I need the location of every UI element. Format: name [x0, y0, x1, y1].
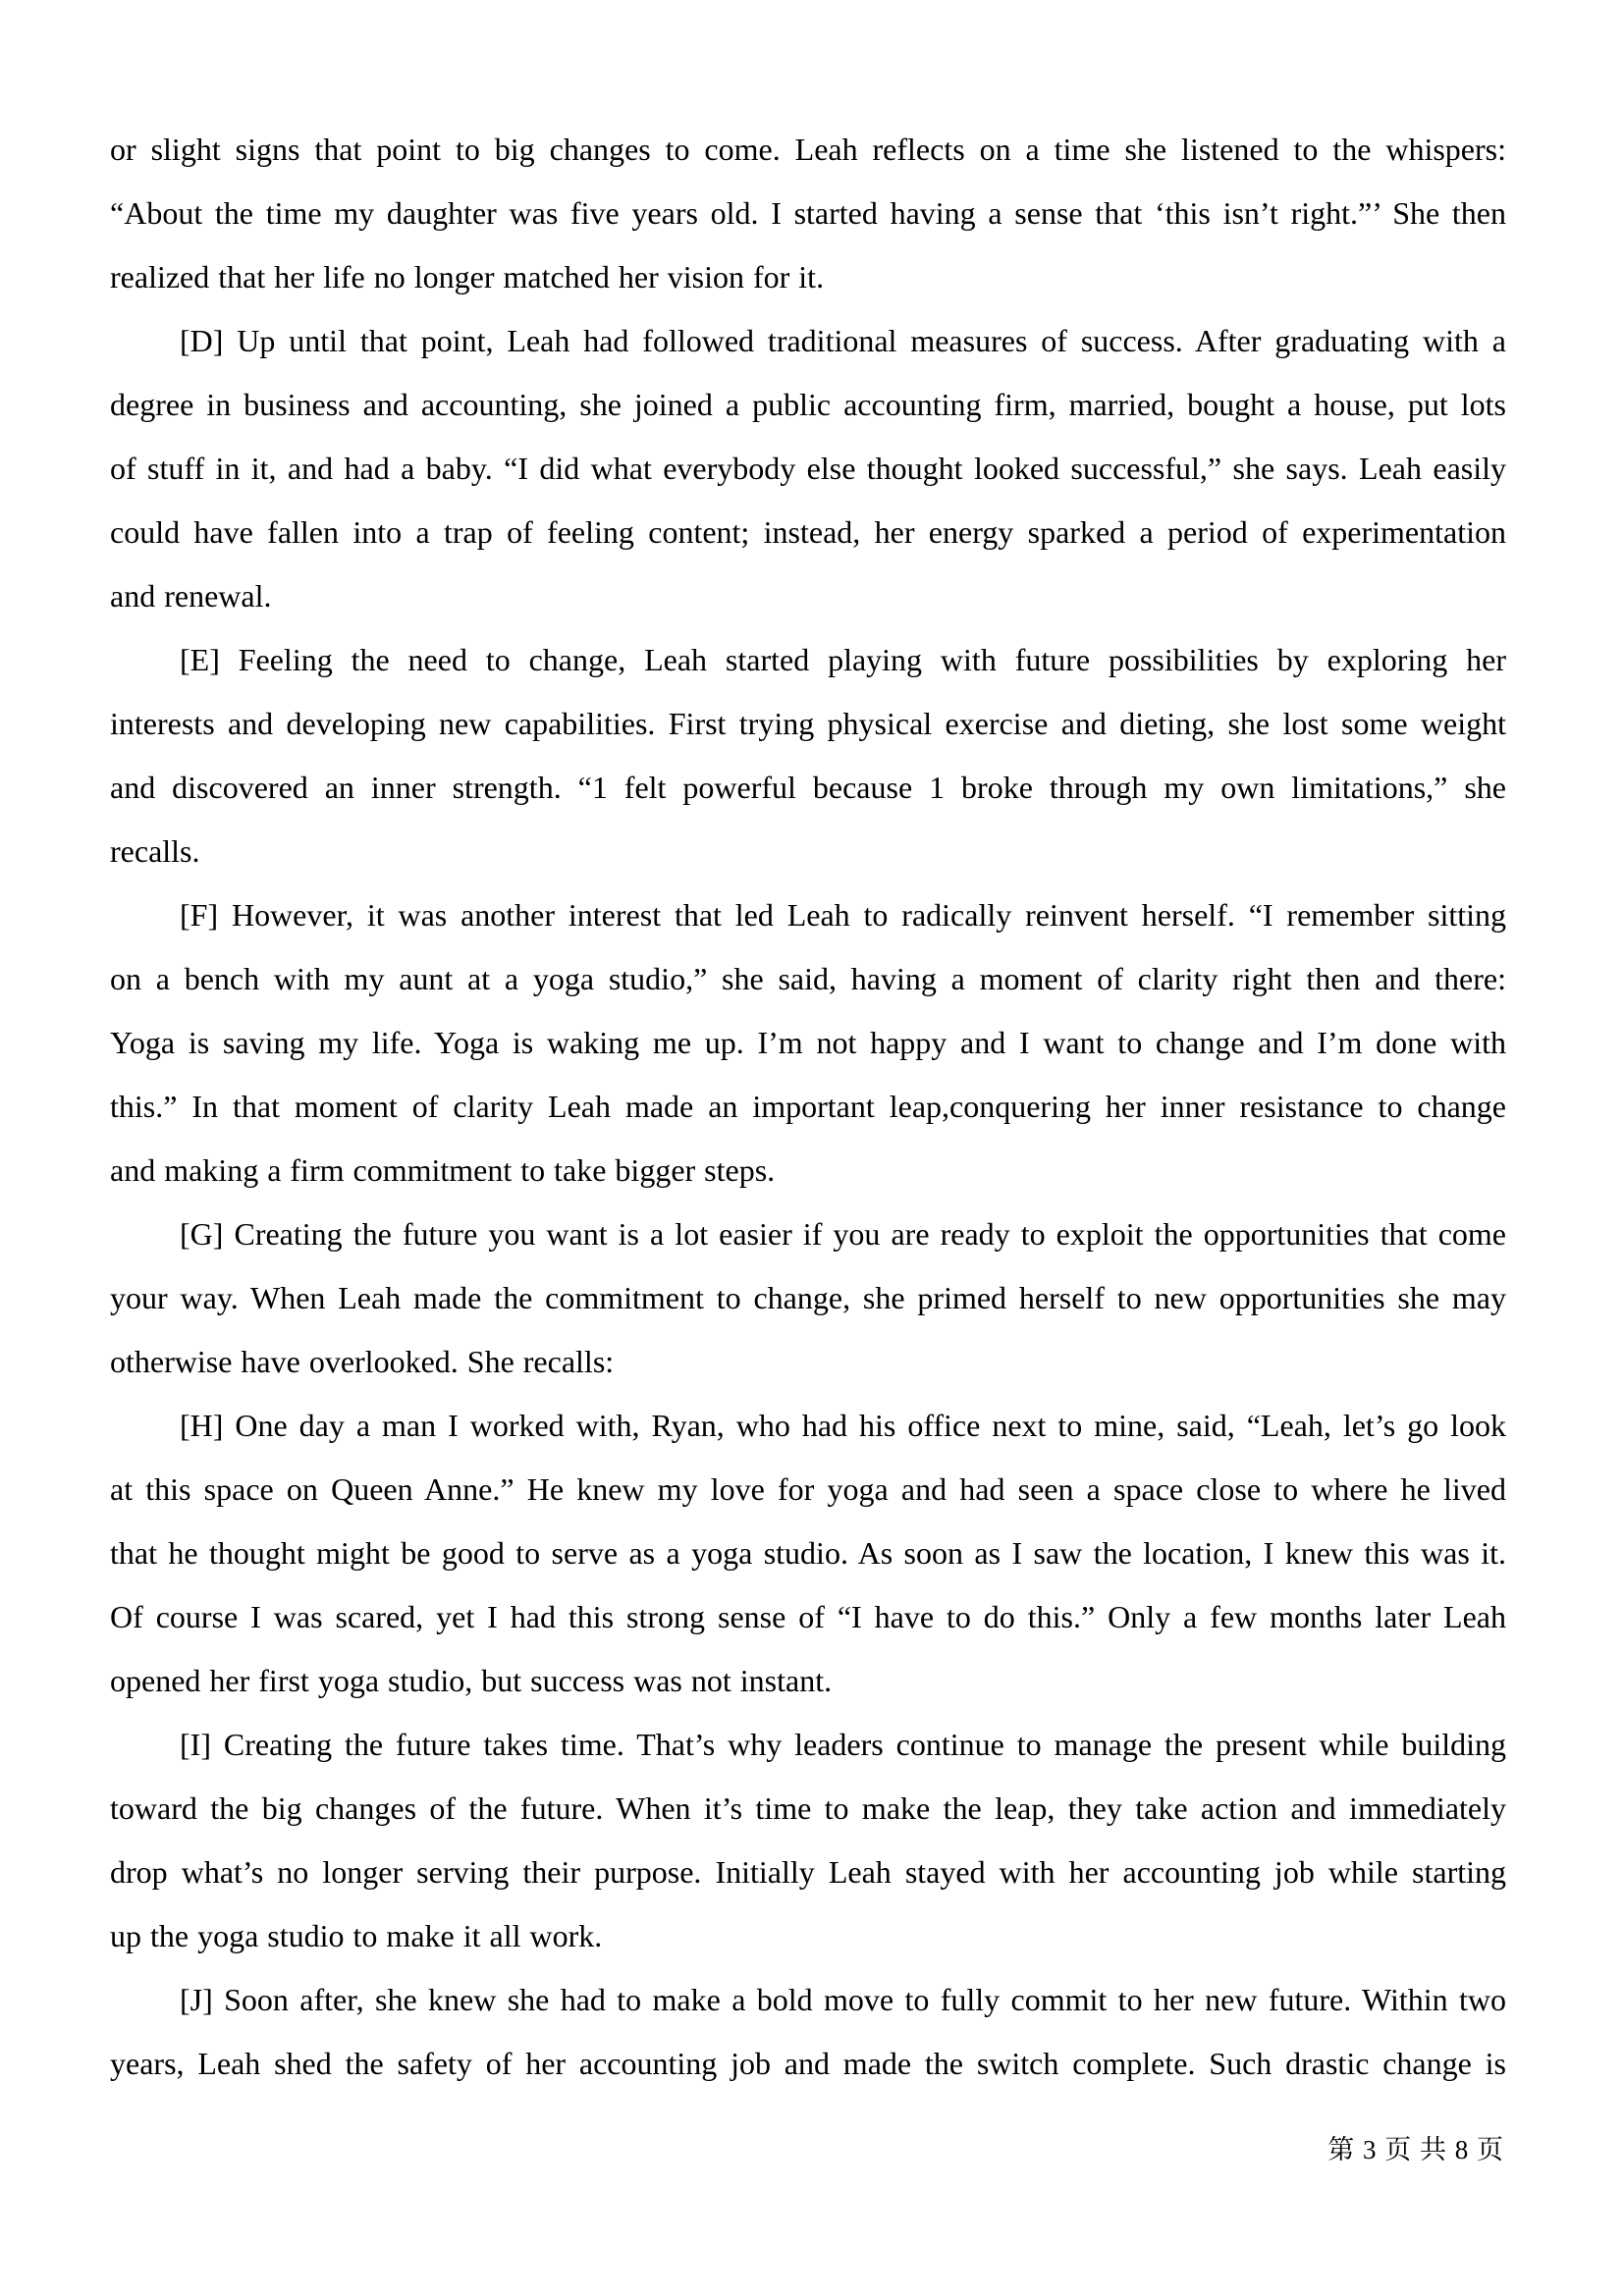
page-footer: 第 3 页 共 8 页: [1327, 2135, 1504, 2164]
text-line: [I] Creating the future takes time. That’s why leaders continue to manage the present while building: [180, 1727, 1506, 1762]
text-line: and discovered an inner strength. “1 felt powerful because 1 broke through my own limitations,” she: [110, 770, 1506, 805]
text-line: and making a firm commitment to take bigger steps.: [110, 1152, 776, 1188]
text-line: this.” In that moment of clarity Leah made an important leap,conquering her inner resistance to change: [110, 1089, 1506, 1124]
paragraph-i: [110, 1713, 1506, 1968]
text-line: of stuff in it, and had a baby. “I did what everybody else thought looked successful,” she says. Leah easily: [110, 451, 1506, 486]
text-line: at this space on Queen Anne.” He knew my love for yoga and had seen a space close to where he lived: [110, 1471, 1506, 1507]
text-line: drop what’s no longer serving their purpose. Initially Leah stayed with her accounting job while starting: [110, 1854, 1506, 1890]
paragraph-d: [110, 309, 1506, 628]
text-line: [G] Creating the future you want is a lot easier if you are ready to exploit the opportunities that come: [180, 1216, 1506, 1252]
text-line: toward the big changes of the future. When it’s time to make the leap, they take action and immediately: [110, 1790, 1506, 1826]
text-line: [D] Up until that point, Leah had followed traditional measures of success. After graduating with a: [180, 323, 1506, 358]
text-line: Of course I was scared, yet I had this strong sense of “I have to do this.” Only a few months later Leah: [110, 1599, 1506, 1634]
text-line: interests and developing new capabilities. First trying physical exercise and dieting, she lost some weight: [110, 706, 1506, 741]
text-line: opened her first yoga studio, but success was not instant.: [110, 1663, 833, 1698]
text-line: Yoga is saving my life. Yoga is waking me up. I’m not happy and I want to change and I’m done with: [110, 1025, 1506, 1060]
text-line: otherwise have overlooked. She recalls:: [110, 1344, 615, 1379]
paragraph-f: [110, 883, 1506, 1202]
text-line: could have fallen into a trap of feeling content; instead, her energy sparked a period of experimentation: [110, 514, 1506, 550]
passage-body: [110, 118, 1506, 2096]
text-line: your way. When Leah made the commitment to change, she primed herself to new opportunities she may: [110, 1280, 1506, 1315]
text-line: “About the time my daughter was five years old. I started having a sense that ‘this isn’t right.”’ She then: [110, 195, 1506, 231]
text-line: [E] Feeling the need to change, Leah started playing with future possibilities by exploring her: [180, 642, 1506, 677]
text-line: [J] Soon after, she knew she had to make a bold move to fully commit to her new future. Within two: [180, 1982, 1506, 2017]
paragraph-continuation: [110, 118, 1506, 309]
paragraph-h: [110, 1394, 1506, 1713]
text-line: up the yoga studio to make it all work.: [110, 1918, 603, 1953]
text-line: realized that her life no longer matched her vision for it.: [110, 259, 825, 294]
text-line: degree in business and accounting, she joined a public accounting firm, married, bought a house, put lots: [110, 387, 1506, 422]
text-line: recalls.: [110, 833, 200, 869]
text-line: [H] One day a man I worked with, Ryan, who had his office next to mine, said, “Leah, let’s go look: [180, 1408, 1506, 1443]
text-line: and renewal.: [110, 578, 272, 614]
text-line: on a bench with my aunt at a yoga studio,” she said, having a moment of clarity right then and there:: [110, 961, 1506, 996]
text-line: that he thought might be good to serve as a yoga studio. As soon as I saw the location, I knew this was it.: [110, 1535, 1506, 1571]
text-line: years, Leah shed the safety of her accounting job and made the switch complete. Such drastic change is: [110, 2046, 1506, 2081]
paragraph-g: [110, 1202, 1506, 1394]
paragraph-e: [110, 628, 1506, 883]
text-line: [F] However, it was another interest that led Leah to radically reinvent herself. “I remember sitting: [180, 897, 1506, 933]
text-line: or slight signs that point to big changes to come. Leah reflects on a time she listened to the whispers:: [110, 132, 1506, 167]
paragraph-j: [110, 1968, 1506, 2096]
